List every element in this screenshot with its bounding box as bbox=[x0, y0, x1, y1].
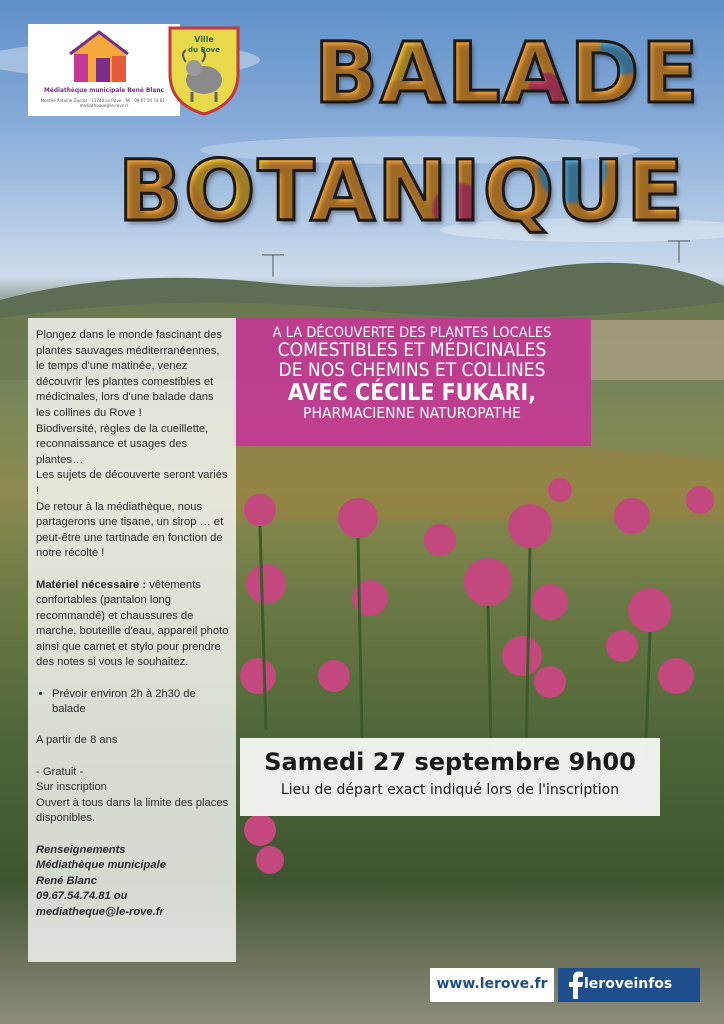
free-text: - Gratuit - bbox=[36, 765, 84, 778]
electric-pylon-icon: ⏉ bbox=[262, 255, 285, 280]
facebook-badge bbox=[558, 968, 700, 1002]
contact-org-1: Médiathèque municipale bbox=[36, 859, 166, 872]
age-text: A partir de 8 ans bbox=[36, 734, 118, 747]
subtitle-presenter: AVEC CÉCILE FUKARI, bbox=[287, 380, 537, 407]
materiel-label: Matériel nécessaire : bbox=[36, 578, 147, 591]
website-badge bbox=[430, 968, 554, 1002]
event-departure-note: Lieu de départ exact indiqué lors de l'inscription bbox=[280, 782, 620, 798]
subtitle-line-1: A LA DÉCOUVERTE DES PLANTES LOCALES bbox=[272, 325, 552, 341]
materiel-text: vêtements confortables (pantalon long recommandé) et chaussures de marche, bouteille d'eau, appareil photo ainsi que carnet et stylo pour prendre des notes si vous le souhaitez. bbox=[36, 578, 229, 669]
title-line-1: BALADE bbox=[314, 24, 701, 122]
contact-phone: 09.67.54.74.81 ou bbox=[36, 890, 128, 903]
contact-org-2: René Blanc bbox=[36, 874, 97, 887]
subtitle-profession: PHARMACIENNE NATUROPATHE bbox=[303, 404, 521, 423]
website-link[interactable]: www.lerove.fr bbox=[436, 976, 548, 992]
subtitle-box bbox=[233, 318, 591, 446]
crest-text-top: Ville bbox=[194, 35, 214, 44]
mediatheque-logo-name: Médiathèque municipale René Blanc bbox=[44, 86, 164, 94]
contact-label: Renseignements bbox=[36, 843, 126, 856]
duration-item: • Prévoir environ 2h à 2h30 de balade bbox=[52, 687, 230, 718]
description-variety: Les sujets de découverte seront variés ! bbox=[36, 469, 228, 497]
event-date-box bbox=[240, 738, 660, 816]
description-return: De retour à la médiathèque, nous partagerons une tisane, un sirop … et peut-être une tartinade en fonction de notre récolte ! bbox=[36, 500, 224, 560]
mediatheque-logo bbox=[28, 24, 180, 116]
facebook-icon bbox=[564, 971, 586, 999]
crest-text-bottom: du Rove bbox=[188, 46, 220, 54]
materiel-paragraph bbox=[36, 578, 230, 672]
description-intro: Plongez dans le monde fascinant des plantes sauvages méditerranéennes, le temps d'une matinée, venez découvrir les plantes comestibles et médicinales, lors d'une balade dans les collines du Rove ! bbox=[36, 329, 222, 419]
house-logo-icon bbox=[68, 30, 130, 86]
duration-list bbox=[36, 687, 230, 718]
facebook-link[interactable]: leroveinfos bbox=[584, 976, 673, 992]
title-line-2: BOTANIQUE bbox=[118, 142, 686, 240]
open-to-all-text: Ouvert à tous dans la limite des places disponibles. bbox=[36, 796, 229, 825]
electric-pylon-icon: ⏉ bbox=[668, 241, 691, 266]
subtitle-line-2: COMESTIBLES ET MÉDICINALES bbox=[277, 339, 547, 362]
description-panel bbox=[28, 318, 236, 962]
ville-du-rove-crest-icon bbox=[166, 24, 242, 116]
description-topics: Biodiversité, règles de la cueillette, reconnaissance et usages des plantes… bbox=[36, 422, 209, 466]
event-date: Samedi 27 septembre 9h00 bbox=[264, 748, 636, 776]
mediatheque-address: Montée Antoine Ducros - 13740 Le Rove · Tel : 09 67 54 74 81 · mediatheque@le-rove.fr bbox=[40, 98, 168, 108]
registration-text: Sur inscription bbox=[36, 781, 107, 794]
contact-email: mediatheque@le-rove.fr bbox=[36, 905, 164, 918]
subtitle-line-3: DE NOS CHEMINS ET COLLINES bbox=[278, 359, 546, 382]
